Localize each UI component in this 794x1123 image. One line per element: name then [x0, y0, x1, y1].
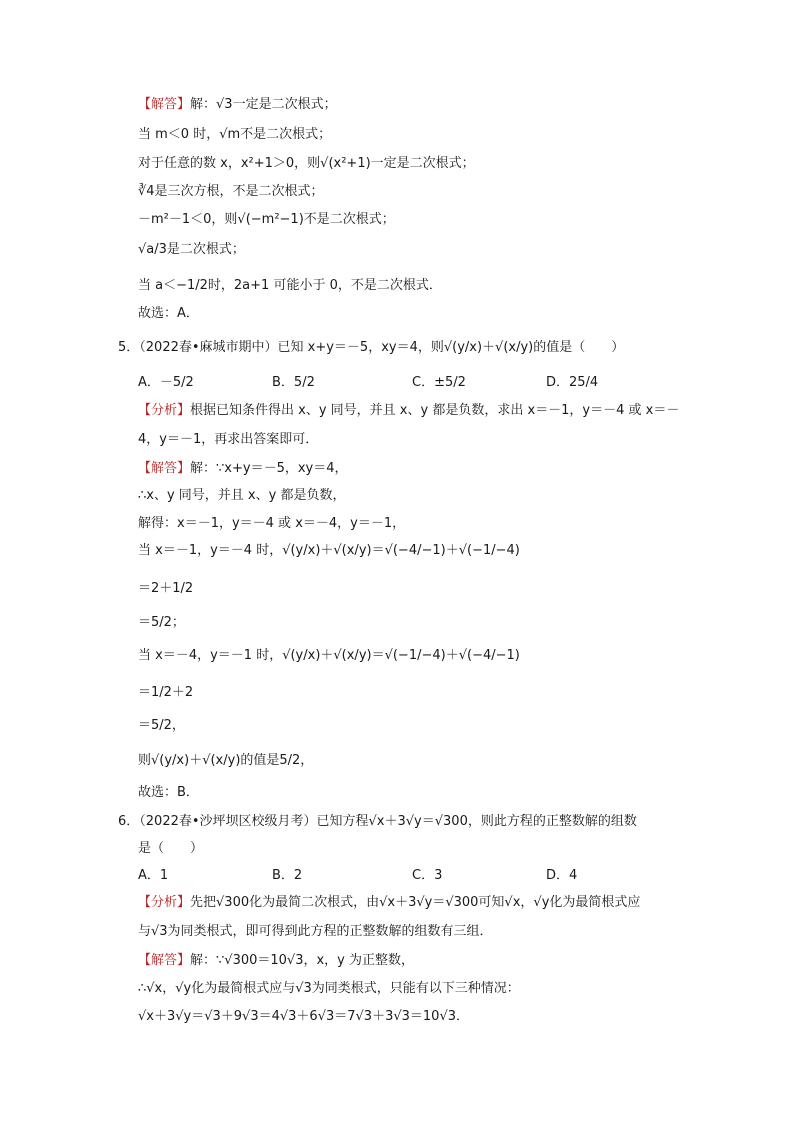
- q6-solution-line: 【解答】解：∵√300＝10√3，x，y 为正整数，: [138, 953, 414, 968]
- q6-option-b: B．2: [272, 868, 303, 883]
- text-line: 当 m＜0 时，√m不是二次根式；: [138, 127, 332, 142]
- q5-solution-line: ＝5/2，: [138, 718, 185, 733]
- q5-solution-line: ＝5/2；: [138, 615, 185, 630]
- section-tag: 【分析】: [138, 895, 191, 910]
- q5-solution-line: ∴x、y 同号，并且 x、y 都是负数，: [138, 488, 346, 503]
- q5-solution-line: 【解答】解：∵x+y＝－5，xy＝4，: [138, 461, 348, 476]
- section-tag: 【解答】: [138, 953, 191, 968]
- question-6-stem-line-1: 6．（2022春•沙坪坝区校级月考）已知方程√x＋3√y＝√300，则此方程的正整数解的组数: [118, 814, 637, 829]
- q6-solution-line: ∴√x，√y化为最简根式应与√3为同类根式，只能有以下三种情况：: [138, 981, 520, 996]
- q5-solution-line: 则√(y/x)＋√(x/y)的值是5/2，: [138, 753, 314, 768]
- question-6-stem-line-2: 是（ ）: [138, 841, 204, 856]
- section-tag: 【解答】: [138, 97, 191, 112]
- text-line: 故选：A．: [138, 306, 199, 321]
- q5-solution-line: 当 x＝－1，y＝－4 时，√(y/x)＋√(x/y)＝√(−4/−1)＋√(−1/−4): [138, 543, 520, 558]
- text-line: 当 a＜−1/2时，2a+1 可能小于 0，不是二次根式．: [138, 278, 442, 293]
- q6-analysis-line-1: 【分析】先把√300化为最简二次根式，由√x＋3√y＝√300可知√x，√y化为最简根式应: [138, 895, 641, 910]
- section-tag: 【解答】: [138, 461, 191, 476]
- q5-option-d: D．25/4: [546, 375, 599, 390]
- text-line: －m²－1＜0，则√(−m²−1)不是二次根式；: [138, 212, 395, 227]
- q5-solution-line: ＝2＋1/2: [138, 581, 194, 596]
- q5-solution-line: 解得：x＝－1，y＝－4 或 x＝－4，y＝－1，: [138, 516, 406, 531]
- q5-analysis-line-1: 【分析】根据已知条件得出 x、y 同号，并且 x、y 都是负数，求出 x＝－1，y＝－4 或 x＝－: [138, 403, 680, 418]
- text-line: 【解答】解：√3一定是二次根式；: [138, 97, 337, 112]
- text-line: 对于任意的数 x，x²+1＞0，则√(x²+1)一定是二次根式；: [138, 156, 475, 171]
- q6-solution-line: √x＋3√y＝√3＋9√3＝4√3＋6√3＝7√3＋3√3＝10√3．: [138, 1009, 470, 1024]
- q6-option-a: A．1: [138, 868, 169, 883]
- section-tag: 【分析】: [138, 403, 191, 418]
- q5-solution-line: 故选：B．: [138, 785, 199, 800]
- q5-option-b: B．5/2: [272, 375, 315, 390]
- text-line: ∛4是三次方根，不是二次根式；: [138, 184, 324, 199]
- q5-solution-line: ＝1/2＋2: [138, 685, 194, 700]
- q6-analysis-line-2: 与√3为同类根式，即可得到此方程的正整数解的组数有三组．: [138, 924, 493, 939]
- q5-option-c: C．±5/2: [412, 375, 466, 390]
- q5-analysis-line-2: 4，y＝－1，再求出答案即可．: [138, 432, 319, 447]
- q6-option-d: D．4: [546, 868, 578, 883]
- q5-option-a: A．－5/2: [138, 375, 194, 390]
- q6-option-c: C．3: [412, 868, 443, 883]
- question-5-stem: 5．（2022春•麻城市期中）已知 x+y＝－5，xy＝4，则√(y/x)＋√(x/y)的值是（ ）: [118, 340, 625, 355]
- q5-solution-line: 当 x＝－4，y＝－1 时，√(y/x)＋√(x/y)＝√(−1/−4)＋√(−4/−1): [138, 648, 520, 663]
- text-line: √a/3是二次根式；: [138, 242, 245, 257]
